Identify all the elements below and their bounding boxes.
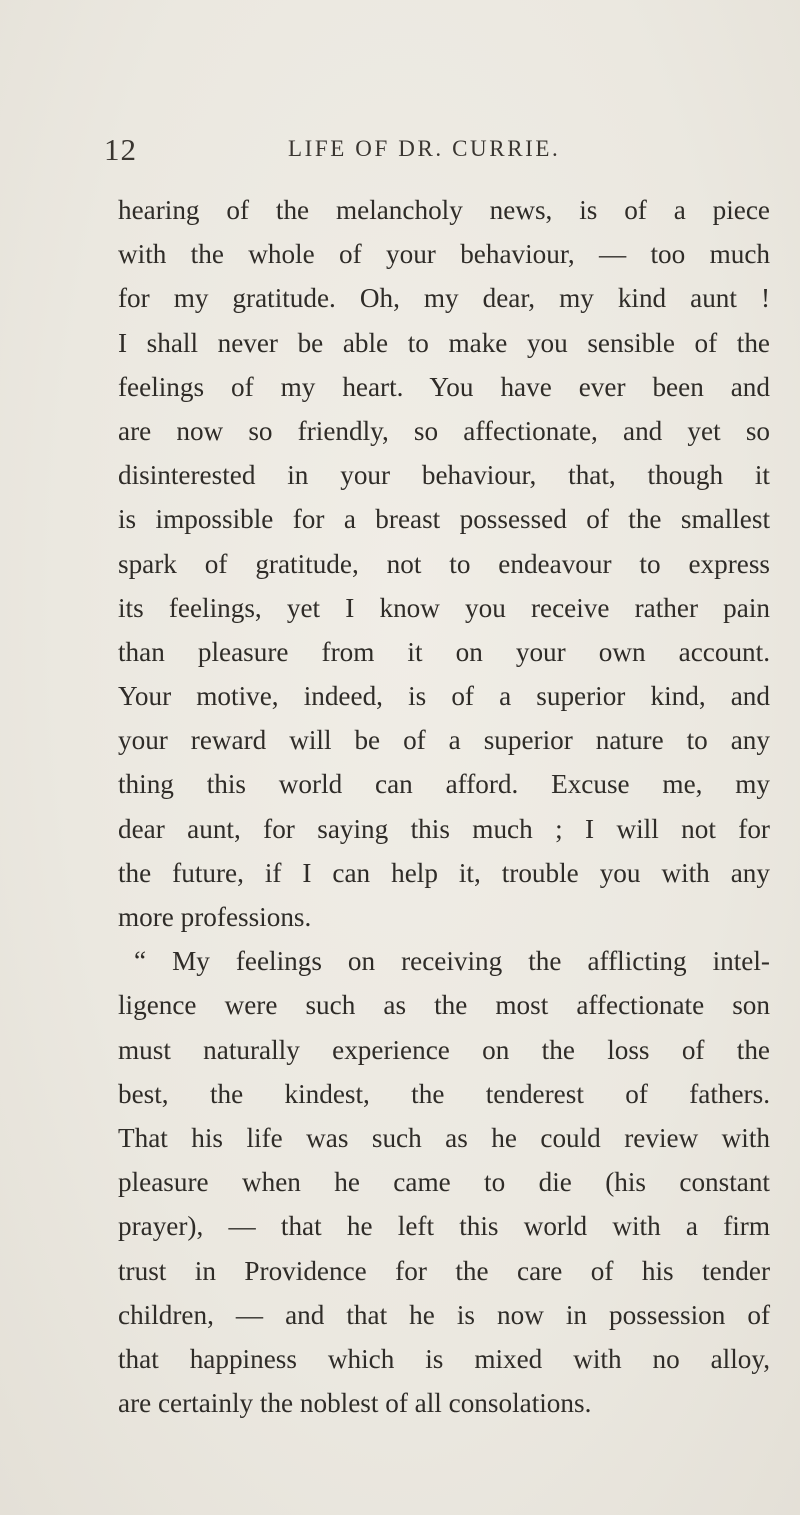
text-line: your reward will be of a superior nature to any <box>118 725 770 756</box>
running-title: LIFE OF DR. CURRIE. <box>288 136 561 161</box>
text-line: pleasure when he came to die (his constant <box>118 1167 770 1198</box>
text-line: ligence were such as the most affectionate son <box>118 990 770 1021</box>
text-line: than pleasure from it on your own account. <box>118 636 770 667</box>
text-line: disinterested in your behaviour, that, though it <box>118 460 770 491</box>
text-line: are now so friendly, so affectionate, and yet so <box>118 415 770 446</box>
text-line: Your motive, indeed, is of a superior kind, and <box>118 681 770 712</box>
text-line: feelings of my heart. You have ever been and <box>118 371 770 402</box>
text-line: must naturally experience on the loss of the <box>118 1034 770 1065</box>
text-line: hearing of the melancholy news, is of a piece <box>118 195 770 225</box>
body-text <box>118 188 770 1425</box>
text-line: prayer), — that he left this world with a firm <box>118 1211 770 1242</box>
paragraph-start-line: “ My feelings on receiving the afflicting intel- <box>134 946 770 977</box>
text-line: dear aunt, for saying this much ; I will not for <box>118 813 770 844</box>
text-line: is impossible for a breast possessed of the smallest <box>118 504 770 535</box>
text-line: that happiness which is mixed with no alloy, <box>118 1343 770 1374</box>
text-line: I shall never be able to make you sensible of the <box>118 327 770 358</box>
text-line: That his life was such as he could review with <box>118 1122 770 1153</box>
paragraph-end-line: are certainly the noblest of all consolations. <box>118 1388 592 1419</box>
text-line: its feelings, yet I know you receive rather pain <box>118 592 770 623</box>
text-line: children, — and that he is now in possession of <box>118 1299 770 1330</box>
text-line: trust in Providence for the care of his tender <box>118 1255 770 1286</box>
text-line: spark of gratitude, not to endeavour to express <box>118 548 770 579</box>
text-line: thing this world can afford. Excuse me, my <box>118 769 770 800</box>
page-number: 12 <box>104 132 137 167</box>
text-line: best, the kindest, the tenderest of fathers. <box>118 1078 770 1109</box>
paragraph-end-line: more professions. <box>118 902 312 932</box>
text-line: with the whole of your behaviour, — too much <box>118 239 770 270</box>
page-header <box>104 132 754 172</box>
text-line: the future, if I can help it, trouble you with any <box>118 857 770 888</box>
text-line: for my gratitude. Oh, my dear, my kind aunt ! <box>118 283 770 314</box>
